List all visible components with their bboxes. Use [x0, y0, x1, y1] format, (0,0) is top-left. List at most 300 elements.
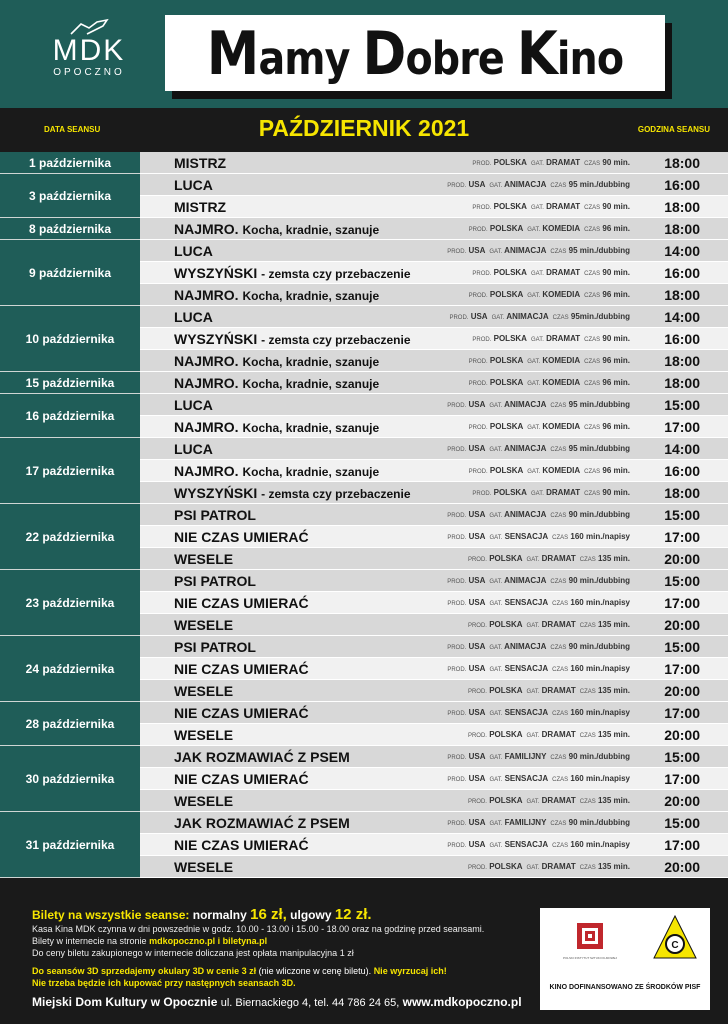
production-country-label: PROD. [447, 843, 467, 849]
online-tickets-text: Bilety w internecie na stronie [32, 936, 147, 946]
movie-title-main: NAJMRO. [174, 419, 239, 435]
screening-row[interactable] [140, 570, 728, 592]
genre-label: GAT. [489, 843, 503, 849]
movie-title [174, 287, 379, 303]
screening-time: 18:00 [664, 155, 700, 171]
movie-title-main: WESELE [174, 551, 234, 567]
screening-time: 17:00 [664, 705, 700, 721]
movie-title-main: MISTRZ [174, 155, 227, 171]
production-country-label: PROD. [467, 733, 487, 739]
genre-label: GAT. [526, 733, 540, 739]
movie-title-main: NAJMRO. [174, 463, 239, 479]
online-tickets-line [32, 936, 267, 946]
movie-title [174, 727, 233, 743]
genre-label: GAT. [527, 293, 541, 299]
duration-label: CZAS [550, 821, 567, 827]
production-country: USA [468, 576, 486, 585]
screening-date: 23 października [0, 570, 140, 636]
movie-title [174, 199, 226, 215]
duration: 90 min./dubbing [568, 818, 630, 827]
screening-row[interactable] [140, 592, 728, 614]
screening-time: 18:00 [664, 199, 700, 215]
genre: KOMEDIA [542, 466, 581, 475]
movie-title [174, 221, 379, 237]
production-country-label: PROD. [447, 777, 467, 783]
duration: 135 min. [597, 620, 630, 629]
genre: KOMEDIA [542, 356, 581, 365]
screening-row[interactable] [140, 372, 728, 394]
production-country-label: PROD. [468, 469, 488, 475]
title-part: D [362, 19, 406, 89]
duration-label: CZAS [584, 227, 601, 233]
duration: 160 min./napisy [570, 532, 630, 541]
production-country-label: PROD. [447, 821, 467, 827]
movie-title [174, 265, 411, 281]
screening-time: 15:00 [664, 815, 700, 831]
duration: 95 min./dubbing [568, 400, 630, 409]
production-country: USA [468, 532, 486, 541]
production-country-label: PROD. [447, 447, 467, 453]
duration: 90 min. [602, 488, 630, 497]
genre-label: GAT. [530, 491, 544, 497]
duration-label: CZAS [552, 843, 569, 849]
screening-row[interactable] [140, 350, 728, 372]
movie-title [174, 507, 256, 523]
online-tickets-link[interactable]: mdkopoczno.pl i biletyna.pl [149, 936, 268, 946]
movie-info [443, 774, 630, 783]
movie-info [443, 246, 630, 255]
screening-time: 17:00 [664, 837, 700, 853]
duration: 96 min. [602, 290, 630, 299]
production-country: POLSKA [489, 422, 524, 431]
movie-title-main: WESELE [174, 793, 234, 809]
glasses-note: (nie wliczone w cenę biletu). [258, 966, 372, 976]
screening-row[interactable] [140, 504, 728, 526]
genre: DRAMAT [546, 488, 581, 497]
genre-label: GAT. [489, 403, 503, 409]
screening-date: 31 października [0, 812, 140, 878]
duration: 90 min./dubbing [568, 642, 630, 651]
address-details: ul. Biernackiego 4, tel. 44 786 24 65, [220, 997, 400, 1009]
movie-title [174, 243, 213, 259]
genre: KOMEDIA [542, 422, 581, 431]
production-country: POLSKA [493, 334, 527, 343]
screening-row[interactable] [140, 790, 728, 812]
genre-label: GAT. [489, 183, 503, 189]
genre: ANIMACJA [504, 246, 547, 255]
production-country: USA [468, 642, 486, 651]
duration-label: CZAS [550, 447, 567, 453]
production-country: POLSKA [489, 356, 524, 365]
date-group [0, 174, 728, 218]
production-country: POLSKA [489, 686, 523, 695]
genre-label: GAT. [489, 755, 503, 761]
movie-title [174, 441, 213, 457]
duration: 96 min. [602, 466, 630, 475]
svg-text:C: C [671, 940, 679, 951]
production-country-label: PROD. [447, 711, 467, 717]
production-country-label: PROD. [472, 271, 492, 277]
screening-time: 14:00 [664, 309, 700, 325]
screening-date: 24 października [0, 636, 140, 702]
pisf-caption: POLSKI INSTYTUT SZTUKI FILMOWEJ [562, 956, 618, 960]
movie-title-main: NAJMRO. [174, 287, 239, 303]
movie-title-main: JAK ROZMAWIAĆ Z PSEM [174, 815, 350, 831]
screening-row[interactable] [140, 768, 728, 790]
screening-row[interactable] [140, 548, 728, 570]
screening-date: 10 października [0, 306, 140, 372]
production-country-label: PROD. [447, 667, 467, 673]
production-country-label: PROD. [447, 601, 467, 607]
duration-label: CZAS [584, 293, 601, 299]
movie-info [443, 818, 630, 827]
movie-title-main: WYSZYŃSKI [174, 265, 258, 281]
movie-title-main: NIE CZAS UMIERAĆ [174, 705, 309, 721]
screening-row[interactable] [140, 460, 728, 482]
movie-title [174, 771, 309, 787]
genre: KOMEDIA [542, 224, 581, 233]
duration: 160 min./napisy [570, 774, 630, 783]
genre: DRAMAT [546, 202, 581, 211]
movie-title-main: NIE CZAS UMIERAĆ [174, 595, 309, 611]
genre-label: GAT. [489, 249, 503, 255]
duration-label: CZAS [584, 359, 601, 365]
production-country-label: PROD. [447, 645, 467, 651]
production-country-label: PROD. [447, 183, 467, 189]
movie-title [174, 353, 379, 369]
genre: ANIMACJA [504, 180, 547, 189]
production-country-label: PROD. [472, 161, 492, 167]
duration: 90 min./dubbing [568, 752, 630, 761]
movie-subtitle: Kocha, kradnie, szanuje [242, 377, 380, 391]
movie-info [443, 400, 630, 409]
screening-time: 15:00 [664, 749, 700, 765]
movie-info [443, 576, 630, 585]
fee-line: Do ceny biletu zakupionego w internecie doliczana jest opłata manipulacyjna 1 zł [32, 948, 354, 958]
screening-date: 16 października [0, 394, 140, 438]
duration-label: CZAS [550, 645, 567, 651]
genre: ANIMACJA [504, 642, 547, 651]
production-country: POLSKA [493, 488, 527, 497]
screening-row[interactable] [140, 196, 728, 218]
movie-title-main: LUCA [174, 397, 213, 413]
screening-row[interactable] [140, 702, 728, 724]
genre-label: GAT. [489, 667, 503, 673]
duration: 90 min. [602, 268, 630, 277]
screening-row[interactable] [140, 152, 728, 174]
screening-time: 15:00 [664, 397, 700, 413]
movie-title-main: NAJMRO. [174, 221, 239, 237]
glasses-keep: Nie wyrzucaj ich! [373, 966, 447, 976]
screening-row[interactable] [140, 746, 728, 768]
title-part: M [206, 19, 259, 89]
genre-label: GAT. [489, 645, 503, 651]
genre: SENSACJA [504, 840, 549, 849]
screening-row[interactable] [140, 438, 728, 460]
movie-info [465, 290, 630, 299]
movie-info [468, 334, 630, 343]
duration: 160 min./napisy [570, 708, 630, 717]
screening-time: 17:00 [664, 595, 700, 611]
production-country: USA [468, 664, 486, 673]
movie-title [174, 573, 256, 589]
movie-info [468, 488, 630, 497]
screening-time: 20:00 [664, 727, 700, 743]
screening-time: 15:00 [664, 639, 700, 655]
production-country: POLSKA [489, 466, 524, 475]
box-office-hours: Kasa Kina MDK czynna w dni powszednie w godz. 10.00 - 13.00 i 15.00 - 18.00 oraz na godzinę przed seansami. [32, 924, 485, 934]
date-group [0, 504, 728, 570]
duration-label: CZAS [579, 623, 596, 629]
movie-info [464, 686, 630, 695]
movie-title [174, 793, 233, 809]
screening-row[interactable] [140, 482, 728, 504]
logo-town: OPOCZNO [53, 67, 125, 78]
production-country-label: PROD. [447, 249, 467, 255]
movie-title-main: WESELE [174, 683, 234, 699]
screening-row[interactable] [140, 284, 728, 306]
movie-info [443, 664, 630, 673]
duration-label: CZAS [579, 733, 596, 739]
movie-title-main: WYSZYŃSKI [174, 331, 258, 347]
movie-title [174, 419, 379, 435]
production-country: USA [468, 708, 486, 717]
duration-label: CZAS [550, 403, 567, 409]
screening-row[interactable] [140, 240, 728, 262]
duration: 160 min./napisy [570, 664, 630, 673]
screening-row[interactable] [140, 614, 728, 636]
movie-title-main: NIE CZAS UMIERAĆ [174, 837, 309, 853]
duration: 90 min./dubbing [568, 510, 630, 519]
genre-label: GAT. [489, 821, 503, 827]
duration: 96 min. [602, 356, 630, 365]
production-country: POLSKA [489, 290, 524, 299]
movie-info [468, 202, 630, 211]
screening-time: 17:00 [664, 771, 700, 787]
header [0, 0, 728, 108]
production-country: POLSKA [493, 158, 527, 167]
movie-info [465, 224, 630, 233]
screening-row[interactable] [140, 636, 728, 658]
movie-title [174, 397, 213, 413]
movie-title-main: NAJMRO. [174, 353, 239, 369]
production-country: USA [468, 752, 486, 761]
production-country: POLSKA [489, 862, 523, 871]
genre-label: GAT. [530, 205, 544, 211]
movie-title-main: PSI PATROL [174, 507, 256, 523]
movie-title-main: PSI PATROL [174, 573, 256, 589]
production-country-label: PROD. [468, 425, 488, 431]
production-country-label: PROD. [467, 799, 487, 805]
production-country: USA [468, 510, 486, 519]
movie-title [174, 331, 411, 347]
screening-date: 30 października [0, 746, 140, 812]
duration: 95 min./dubbing [568, 180, 630, 189]
screening-row[interactable] [140, 416, 728, 438]
genre-label: GAT. [489, 777, 503, 783]
movie-title-main: LUCA [174, 177, 213, 193]
movie-title [174, 749, 350, 765]
production-country-label: PROD. [467, 623, 487, 629]
duration-label: CZAS [579, 799, 596, 805]
duration: 135 min. [597, 862, 630, 871]
movie-info [465, 422, 630, 431]
duration-label: CZAS [550, 513, 567, 519]
genre: SENSACJA [504, 664, 549, 673]
screening-date: 8 października [0, 218, 140, 240]
genre-label: GAT. [526, 689, 540, 695]
screening-row[interactable] [140, 306, 728, 328]
movie-title [174, 177, 213, 193]
genre: DRAMAT [546, 334, 581, 343]
screening-row[interactable] [140, 658, 728, 680]
duration: 135 min. [597, 554, 630, 563]
production-country-label: PROD. [467, 557, 487, 563]
duration: 160 min./napisy [570, 840, 630, 849]
screening-time: 16:00 [664, 463, 700, 479]
screening-row[interactable] [140, 834, 728, 856]
screening-row[interactable] [140, 394, 728, 416]
screening-row[interactable] [140, 526, 728, 548]
movie-title [174, 617, 233, 633]
screening-time: 16:00 [664, 177, 700, 193]
screening-time: 20:00 [664, 683, 700, 699]
price-intro: Bilety na wszystkie seanse: [32, 908, 190, 922]
screening-time: 15:00 [664, 507, 700, 523]
genre: FAMILIJNY [504, 752, 547, 761]
production-country: USA [468, 598, 486, 607]
genre: DRAMAT [541, 730, 576, 739]
date-group [0, 240, 728, 306]
duration-label: CZAS [552, 711, 569, 717]
genre-label: GAT. [491, 315, 505, 321]
date-group [0, 636, 728, 702]
screening-time: 20:00 [664, 551, 700, 567]
production-country-label: PROD. [468, 381, 488, 387]
screening-row[interactable] [140, 218, 728, 240]
screening-row[interactable] [140, 724, 728, 746]
genre-label: GAT. [527, 469, 541, 475]
screening-time: 18:00 [664, 485, 700, 501]
title-part: ino [556, 32, 624, 85]
movie-subtitle: - zemsta czy przebaczenie [261, 487, 411, 501]
genre-label: GAT. [527, 425, 541, 431]
price-line [32, 906, 372, 923]
date-group [0, 218, 728, 240]
movie-info [468, 268, 630, 277]
glasses-price: Do seansów 3D sprzedajemy okulary 3D w cenie 3 zł [32, 966, 257, 976]
screening-date: 9 października [0, 240, 140, 306]
screening-row[interactable] [140, 680, 728, 702]
duration: 96 min. [602, 224, 630, 233]
title-part: amy [258, 32, 363, 85]
genre: SENSACJA [504, 598, 549, 607]
production-country: POLSKA [489, 620, 523, 629]
screening-time: 20:00 [664, 793, 700, 809]
movie-title-main: NIE CZAS UMIERAĆ [174, 771, 309, 787]
genre-label: GAT. [526, 557, 540, 563]
mdk-logo[interactable] [44, 18, 134, 90]
duration: 135 min. [597, 796, 630, 805]
genre: FAMILIJNY [504, 818, 547, 827]
movie-title [174, 859, 233, 875]
movie-title-main: LUCA [174, 243, 213, 259]
genre: SENSACJA [504, 774, 549, 783]
date-group [0, 306, 728, 372]
movie-title [174, 661, 309, 677]
genre-label: GAT. [489, 579, 503, 585]
screening-time: 20:00 [664, 617, 700, 633]
production-country: POLSKA [489, 730, 523, 739]
screening-time: 18:00 [664, 221, 700, 237]
duration-label: CZAS [584, 425, 601, 431]
genre-label: GAT. [489, 711, 503, 717]
movie-title-main: WYSZYŃSKI [174, 485, 258, 501]
production-country-label: PROD. [472, 491, 492, 497]
screening-row[interactable] [140, 262, 728, 284]
logo-text: MDK [52, 34, 126, 67]
genre: DRAMAT [541, 686, 576, 695]
movie-info [464, 554, 630, 563]
movie-subtitle: Kocha, kradnie, szanuje [242, 289, 380, 303]
genre-label: GAT. [530, 161, 544, 167]
genre-label: GAT. [527, 227, 541, 233]
institution-name: Miejski Dom Kultury w Opocznie [32, 995, 218, 1009]
movie-info [464, 862, 630, 871]
glasses-warning [32, 966, 447, 976]
sponsor-caption: KINO DOFINANSOWANO ZE ŚRODKÓW PISF [549, 984, 701, 991]
address-line [32, 995, 522, 1009]
production-country: USA [468, 180, 486, 189]
production-country-label: PROD. [472, 205, 492, 211]
production-country: POLSKA [489, 554, 523, 563]
sponsor-box [540, 908, 710, 1010]
screening-row[interactable] [140, 174, 728, 196]
duration-label: CZAS [584, 161, 601, 167]
duration-label: CZAS [550, 755, 567, 761]
genre: KOMEDIA [542, 378, 581, 387]
date-group [0, 746, 728, 812]
duration-label: CZAS [584, 381, 601, 387]
screening-time: 14:00 [664, 243, 700, 259]
screening-date: 17 października [0, 438, 140, 504]
duration: 96 min. [602, 422, 630, 431]
date-group [0, 702, 728, 746]
movie-title [174, 155, 226, 171]
movie-title-main: WESELE [174, 727, 234, 743]
movie-title [174, 815, 350, 831]
screening-row[interactable] [140, 328, 728, 350]
screening-time: 14:00 [664, 441, 700, 457]
screening-row[interactable] [140, 812, 728, 834]
movie-title-main: PSI PATROL [174, 639, 256, 655]
screening-row[interactable] [140, 856, 728, 878]
movie-subtitle: Kocha, kradnie, szanuje [242, 223, 380, 237]
screening-time: 15:00 [664, 573, 700, 589]
duration-label: CZAS [584, 271, 601, 277]
production-country: POLSKA [489, 796, 523, 805]
production-country: POLSKA [493, 202, 527, 211]
movie-title-main: LUCA [174, 441, 213, 457]
movie-info [443, 532, 630, 541]
duration: 95 min./dubbing [568, 444, 630, 453]
website-link[interactable]: www.mdkopoczno.pl [402, 995, 522, 1009]
movie-info [465, 356, 630, 365]
movie-title [174, 639, 256, 655]
production-country: USA [468, 818, 486, 827]
movie-subtitle: Kocha, kradnie, szanuje [242, 421, 380, 435]
screening-time: 16:00 [664, 265, 700, 281]
